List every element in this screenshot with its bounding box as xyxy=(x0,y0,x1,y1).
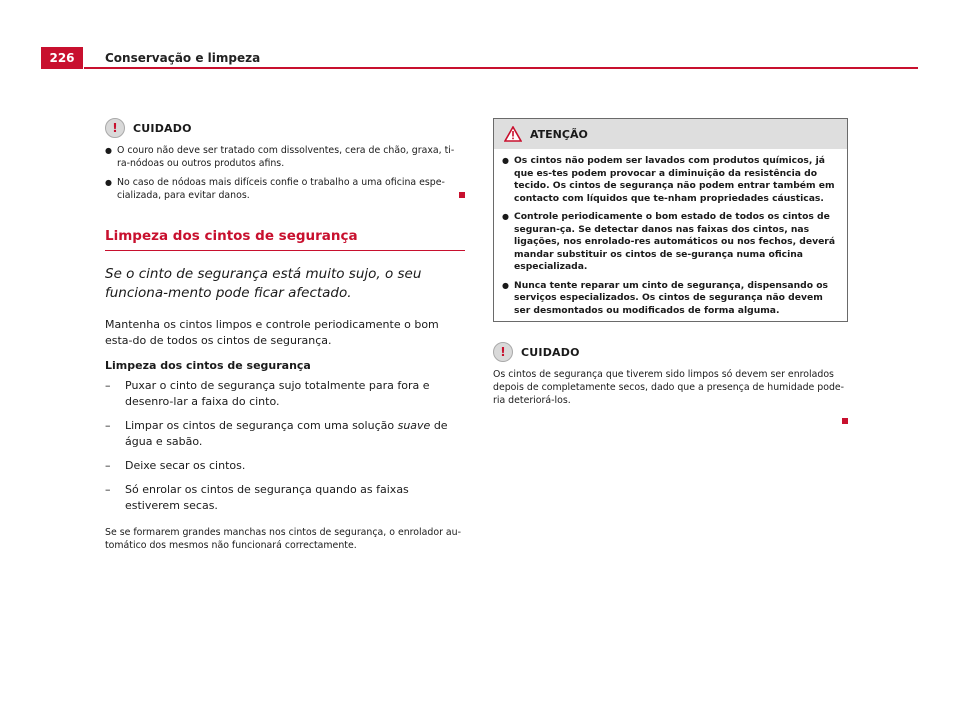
warning-title: ATENÇÃO xyxy=(530,127,588,141)
caution-text: Os cintos de segurança que tiverem sido limpos só devem ser enrolados depois de completamente secos, dado que a presença de humidade pode-ria deteriorá-los. xyxy=(493,369,845,406)
warning-box xyxy=(493,118,848,322)
warning-item: ● Nunca tente reparar um cinto de segurança, dispensando os serviços especializados. Os cintos de segurança não devem ser desmontados ou modificados de forma alguma. xyxy=(502,280,841,318)
left-column xyxy=(105,118,465,552)
step-item: – Puxar o cinto de segurança sujo totalmente para fora e desenro-lar a faixa do cinto. xyxy=(105,378,465,410)
caution-header xyxy=(105,118,465,138)
warning-header xyxy=(494,119,847,149)
warning-item: ● Os cintos não podem ser lavados com produtos químicos, já que es-tes podem provocar a diminuição da resistência do tecido. Os cintos de segurança não podem entrar também em contacto com líquidos que te-nham propriedades cáusticas. xyxy=(502,155,841,205)
emphasis-text: suave xyxy=(397,419,431,432)
step-item: – Deixe secar os cintos. xyxy=(105,458,465,474)
caution-header xyxy=(493,342,848,362)
warning-body xyxy=(494,149,847,321)
caution-title: CUIDADO xyxy=(133,121,192,135)
page-number: 226 xyxy=(41,47,83,69)
exclamation-circle-icon: ! xyxy=(105,118,125,138)
section-end-marker xyxy=(459,192,465,198)
header-rule xyxy=(84,67,918,69)
caution-title: CUIDADO xyxy=(521,345,580,359)
section-lead: Se o cinto de segurança está muito sujo, o seu funciona-mento pode ficar afectado. xyxy=(105,266,422,301)
step-item: – Só enrolar os cintos de segurança quando as faixas estiverem secas. xyxy=(105,482,465,514)
step-item: – Limpar os cintos de segurança com uma solução suave de água e sabão. xyxy=(105,418,465,450)
note-paragraph: Se se formarem grandes manchas nos cintos de segurança, o enrolador au-tomático dos mesmos não funcionará correctamente. xyxy=(105,527,461,551)
warning-item: ● Controle periodicamente o bom estado de todos os cintos de seguran-ça. Se detectar danos nas faixas dos cintos, nas ligações, nos enrolado-res automáticos ou nos fechos, deverá mandar substituir os cintos de se-gurança numa oficina especializada. xyxy=(502,211,841,274)
caution-item: ● No caso de nódoas mais difíceis confie o trabalho a uma oficina espe-cializada, para evitar danos. xyxy=(105,176,465,202)
intro-paragraph: Mantenha os cintos limpos e controle periodicamente o bom esta-do de todos os cintos de segurança. xyxy=(105,318,439,347)
warning-triangle-icon xyxy=(504,126,522,142)
caution-item: ● O couro não deve ser tratado com dissolventes, cera de chão, graxa, ti-ra-nódoas ou outros produtos afins. xyxy=(105,144,465,170)
right-column xyxy=(493,118,848,428)
section-title: Limpeza dos cintos de segurança xyxy=(105,228,465,251)
steps-subheading: Limpeza dos cintos de segurança xyxy=(105,359,311,372)
page-title: Conservação e limpeza xyxy=(105,51,261,65)
exclamation-circle-icon: ! xyxy=(493,342,513,362)
section-end-marker xyxy=(842,418,848,424)
